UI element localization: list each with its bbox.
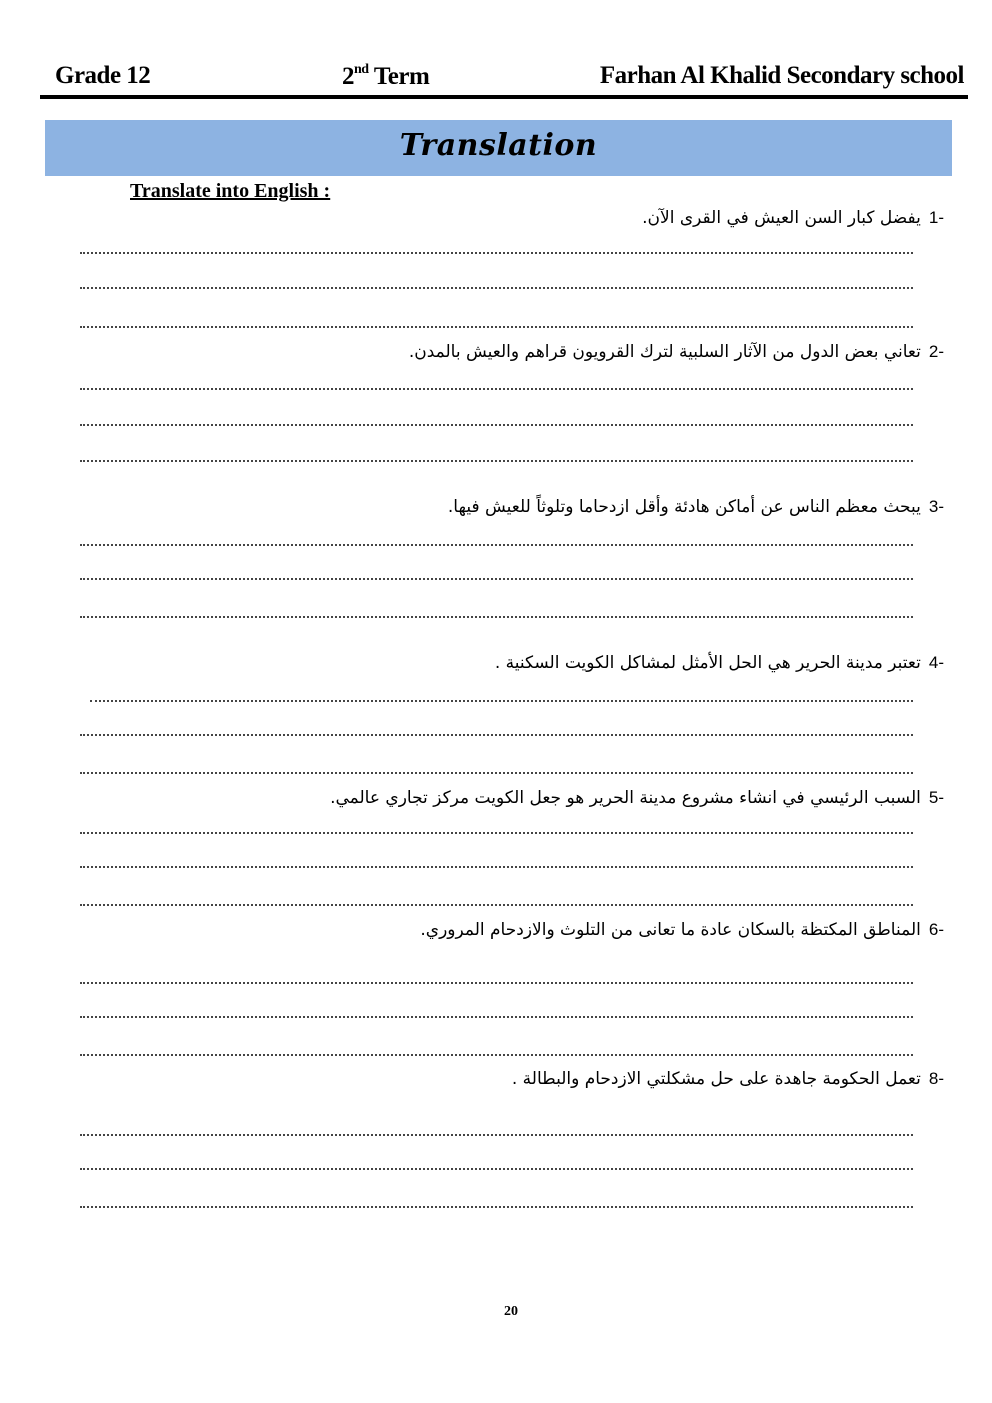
- school-name: Farhan Al Khalid Secondary school: [599, 62, 964, 89]
- page-number: 20: [504, 1304, 518, 1319]
- answer-line[interactable]: [80, 1054, 913, 1056]
- question-number: -8: [928, 1069, 944, 1088]
- answer-line[interactable]: [80, 982, 913, 984]
- answer-line[interactable]: [80, 578, 913, 580]
- question-8: [512, 1069, 944, 1089]
- title-banner: [45, 120, 952, 176]
- question-4: [495, 653, 944, 673]
- term-number: 2: [342, 63, 354, 90]
- answer-line[interactable]: [80, 616, 913, 618]
- question-text: تعتبر مدينة الحرير هي الحل الأمثل لمشاكل الكويت السكنية .: [494, 653, 921, 673]
- page-header: [40, 58, 968, 98]
- term-suffix: nd: [354, 62, 369, 77]
- banner-title: Translation: [399, 128, 598, 163]
- answer-line[interactable]: [80, 326, 913, 328]
- answer-line[interactable]: [80, 460, 913, 462]
- question-5: [330, 788, 944, 808]
- answer-line[interactable]: [80, 1134, 913, 1136]
- answer-line[interactable]: [80, 252, 913, 254]
- answer-line[interactable]: [80, 1206, 913, 1208]
- question-number: -5: [928, 788, 944, 807]
- question-text: السبب الرئيسي في انشاء مشروع مدينة الحرير هو جعل الكويت مركز تجاري عالمي.: [330, 788, 921, 808]
- question-text: تعاني بعض الدول من الآثار السلبية لترك القرويون قراهم والعيش بالمدن.: [408, 342, 921, 362]
- question-number: -4: [928, 653, 944, 672]
- question-number: -2: [928, 342, 944, 361]
- question-3: [448, 497, 944, 517]
- answer-line[interactable]: [80, 424, 913, 426]
- question-text: يفضل كبار السن العيش في القرى الآن.: [642, 208, 921, 228]
- term-label: [342, 62, 429, 91]
- question-number: -6: [928, 920, 944, 939]
- question-text: يبحث معظم الناس عن أماكن هادئة وأقل ازدحاما وتلوثاً للعيش فيها.: [447, 497, 921, 517]
- question-number: -3: [928, 497, 944, 516]
- answer-line[interactable]: [80, 904, 913, 906]
- question-number: -1: [928, 208, 944, 227]
- answer-line[interactable]: [80, 832, 913, 834]
- term-word: Term: [373, 63, 430, 90]
- answer-line[interactable]: [80, 1016, 913, 1018]
- answer-line[interactable]: [90, 700, 913, 702]
- answer-line[interactable]: [80, 544, 913, 546]
- answer-line[interactable]: [80, 772, 913, 774]
- answer-line[interactable]: [80, 866, 913, 868]
- question-1: [642, 208, 944, 228]
- answer-line[interactable]: [80, 388, 913, 390]
- answer-line[interactable]: [80, 287, 913, 289]
- question-text: المناطق المكتظة بالسكان عادة ما تعانى من التلوث والازدحام المروري.: [420, 920, 921, 940]
- header-rule: [40, 95, 968, 99]
- question-2: [409, 342, 944, 362]
- grade-label: Grade 12: [55, 62, 151, 89]
- answer-line[interactable]: [80, 734, 913, 736]
- answer-line[interactable]: [80, 1168, 913, 1170]
- instruction-heading: Translate into English :: [130, 180, 331, 202]
- question-text: تعمل الحكومة جاهدة على حل مشكلتي الازدحام والبطالة .: [511, 1069, 921, 1089]
- question-6: [420, 920, 944, 940]
